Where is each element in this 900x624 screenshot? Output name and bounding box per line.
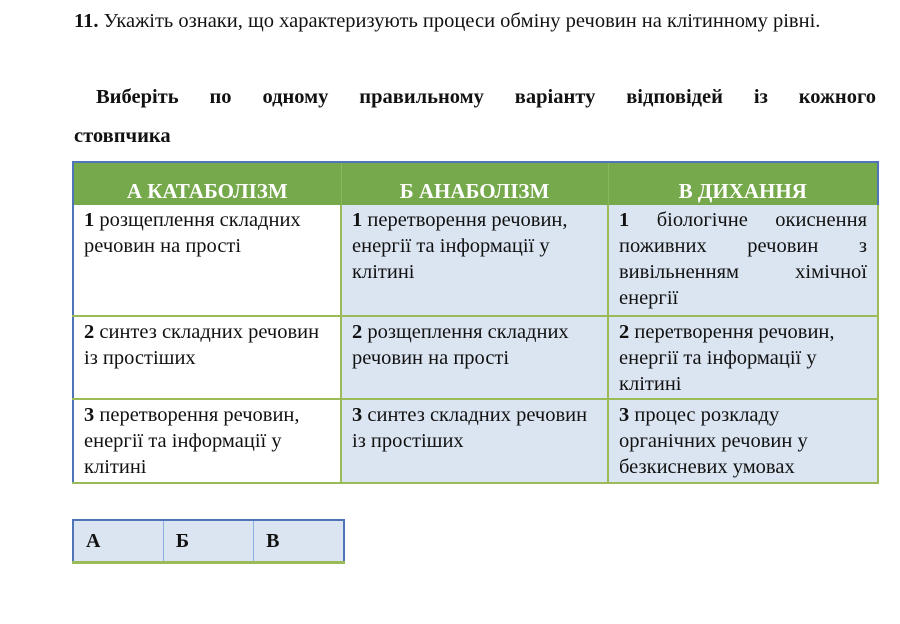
instruction: [74, 78, 876, 156]
cut-off-red-line: [74, 604, 234, 624]
instruction-line-1: Виберіть по одному правильному варіанту відповідей із кожного: [96, 86, 876, 108]
answer-cell-a[interactable]: А: [73, 520, 163, 563]
option-b3: 3 синтез складних речовин із простіших: [341, 399, 608, 483]
table-row: [73, 205, 878, 316]
table-row: [73, 316, 878, 399]
option-c3: 3 процес розкладу органічних речовин у безкисневих умовах: [608, 399, 878, 483]
column-header-respiration: В ДИХАННЯ: [608, 162, 878, 205]
column-header-catabolism: А КАТАБОЛІЗМ: [73, 162, 341, 205]
choices-table: [72, 161, 879, 484]
answer-cell-b[interactable]: Б: [163, 520, 253, 563]
option-c1: 1 біологічне окиснення поживних речовин з вивільненням хімічної енергії: [608, 205, 878, 316]
table-row: [73, 399, 878, 483]
question-text: [74, 2, 876, 40]
option-c2: 2 перетворення речовин, енергії та інформації у клітині: [608, 316, 878, 399]
answer-row: [73, 520, 344, 563]
cut-off-text: [74, 604, 334, 624]
answer-table: [72, 519, 345, 564]
option-a2: 2 синтез складних речовин із простіших: [73, 316, 341, 399]
option-a3: 3 перетворення речовин, енергії та інформації у клітині: [73, 399, 341, 483]
column-header-anabolism: Б АНАБОЛІЗМ: [341, 162, 608, 205]
instruction-line-2: стовпчика: [74, 125, 171, 147]
option-a1: 1 розщеплення складних речовин на прості: [73, 205, 341, 316]
question-number: 11.: [74, 10, 99, 32]
option-b1: 1 перетворення речовин, енергії та інформації у клітині: [341, 205, 608, 316]
answer-cell-c[interactable]: В: [254, 520, 344, 563]
choices-header-row: [73, 162, 878, 205]
option-b2: 2 розщеплення складних речовин на прості: [341, 316, 608, 399]
question-body: Укажіть ознаки, що характеризують процеси обміну речовин на клітинному рівні.: [103, 10, 821, 32]
